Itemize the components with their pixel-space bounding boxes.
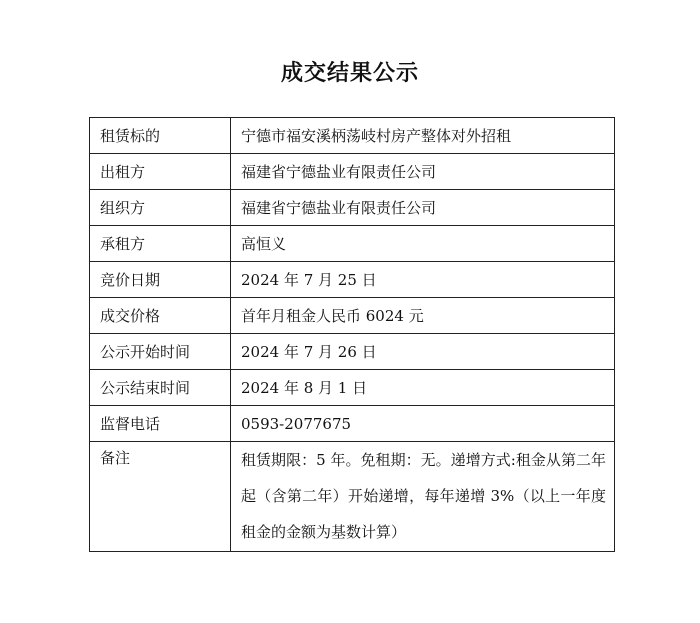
row-label-hotline: 监督电话 [90, 406, 231, 442]
table-row [90, 298, 615, 334]
row-label-deal-price: 成交价格 [90, 298, 231, 334]
row-label-notice-start: 公示开始时间 [90, 334, 231, 370]
table-row [90, 190, 615, 226]
row-value-deal-price: 首年月租金人民币 6024 元 [231, 298, 615, 334]
row-value-lessee: 高恒义 [231, 226, 615, 262]
row-value-bid-date: 2024 年 7 月 25 日 [231, 262, 615, 298]
row-label-remarks: 备注 [90, 442, 231, 552]
table-row [90, 262, 615, 298]
table-row [90, 226, 615, 262]
row-value-notice-end: 2024 年 8 月 1 日 [231, 370, 615, 406]
row-label-organizer: 组织方 [90, 190, 231, 226]
row-value-remarks: 租赁期限：5 年。免租期：无。递增方式:租金从第二年起（含第二年）开始递增，每年递增 3%（以上一年度租金的金额为基数计算） [231, 442, 615, 552]
row-value-organizer: 福建省宁德盐业有限责任公司 [231, 190, 615, 226]
row-value-hotline: 0593-2077675 [231, 406, 615, 442]
table-row [90, 334, 615, 370]
row-label-notice-end: 公示结束时间 [90, 370, 231, 406]
table-row [90, 406, 615, 442]
table-row [90, 118, 615, 154]
row-label-lessee: 承租方 [90, 226, 231, 262]
table-row [90, 154, 615, 190]
row-label-lease-object: 租赁标的 [90, 118, 231, 154]
result-table [89, 117, 615, 552]
row-value-notice-start: 2024 年 7 月 26 日 [231, 334, 615, 370]
row-label-lessor: 出租方 [90, 154, 231, 190]
table-row [90, 442, 615, 552]
row-value-lessor: 福建省宁德盐业有限责任公司 [231, 154, 615, 190]
page-title: 成交结果公示 [280, 61, 419, 86]
table-row [90, 370, 615, 406]
row-value-lease-object: 宁德市福安溪柄荡岐村房产整体对外招租 [231, 118, 615, 154]
row-label-bid-date: 竞价日期 [90, 262, 231, 298]
